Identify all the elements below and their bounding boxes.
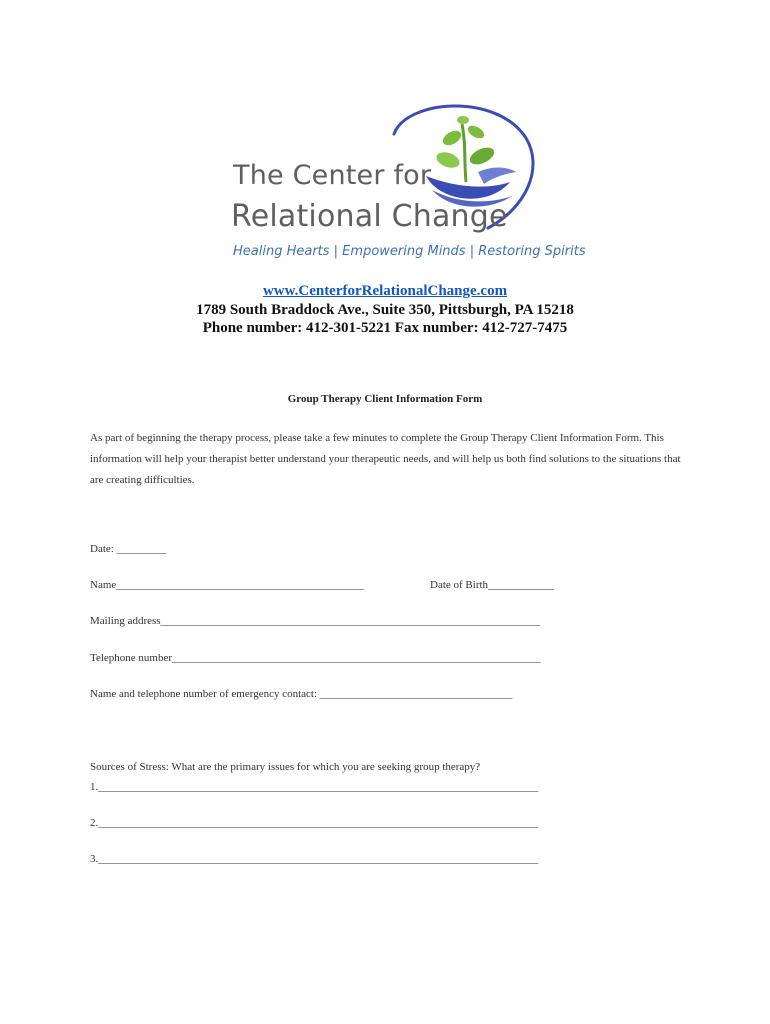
phone-fax-line: Phone number: 412-301-5221 Fax number: 412-727-7475 <box>202 320 568 336</box>
website-link[interactable]: www.CenterforRelationalChange.com <box>262 283 508 299</box>
address-line: 1789 South Braddock Ave., Suite 350, Pittsburgh, PA 15218 <box>196 302 574 318</box>
telephone-field[interactable]: Telephone number___________________________________________________________________ <box>90 652 541 664</box>
intro-paragraph: As part of beginning the therapy process, please take a few minutes to complete the Group Therapy Client Information Form. This information will help your therapist better understand your therapeutic needs, and will help us both find solutions to the situations that are creating difficulties. <box>90 432 681 486</box>
emergency-contact-field[interactable]: Name and telephone number of emergency contact: ___________________________________ <box>90 688 513 700</box>
logo-title-line2: Relational Change <box>231 199 508 234</box>
date-field[interactable]: Date: _________ <box>90 543 167 555</box>
stress-answer-2[interactable]: 2.________________________________________________________________________________ <box>90 817 539 829</box>
name-field[interactable]: Name_____________________________________________ <box>90 579 364 591</box>
stress-answer-1[interactable]: 1.________________________________________________________________________________ <box>90 781 539 793</box>
logo-title-line1: The Center for <box>233 160 432 191</box>
organization-logo <box>226 98 586 270</box>
form-title: Group Therapy Client Information Form <box>287 393 483 405</box>
stress-sources-question: Sources of Stress: What are the primary issues for which you are seeking group therapy? <box>90 761 481 773</box>
mailing-address-field[interactable]: Mailing address_____________________________________________________________________ <box>90 615 541 627</box>
date-of-birth-field[interactable]: Date of Birth____________ <box>430 579 555 591</box>
logo-tagline: Healing Hearts | Empowering Minds | Restoring Spirits <box>233 244 586 259</box>
stress-answer-3[interactable]: 3.________________________________________________________________________________ <box>90 853 539 865</box>
